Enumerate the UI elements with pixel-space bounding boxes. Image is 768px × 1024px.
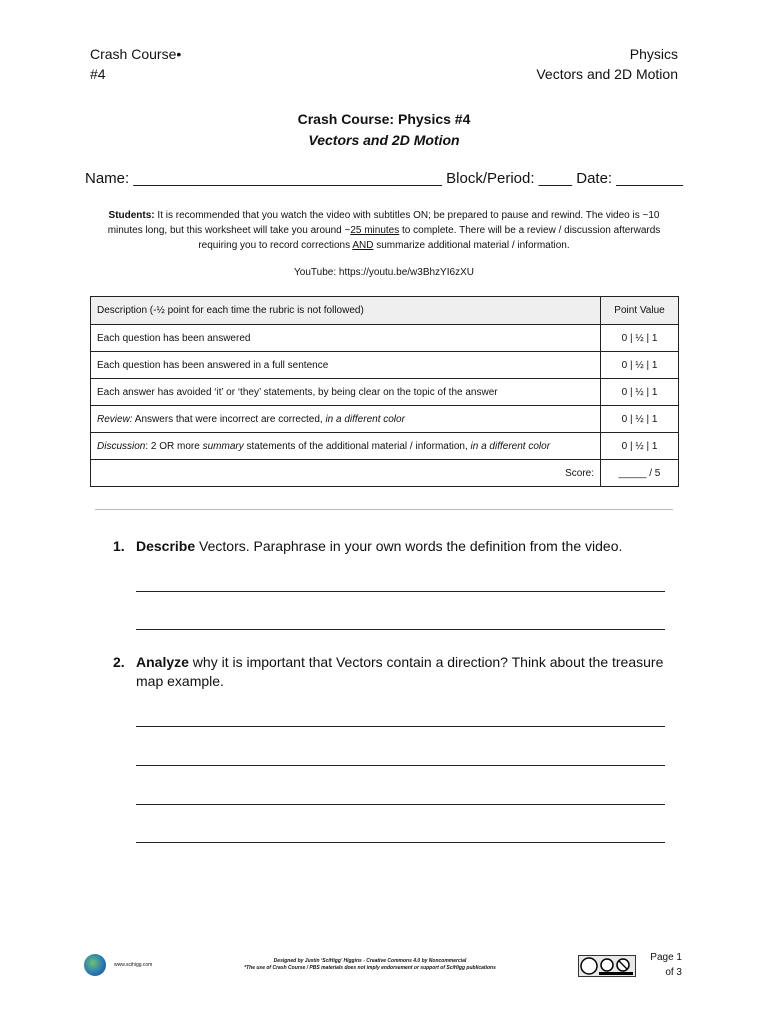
footer-credit-line: Designed by Justin ‘SciHigg’ Higgins - Creative Commons 4.0 by Noncommercial [273, 958, 467, 964]
answer-line[interactable] [136, 842, 665, 843]
page-number [640, 950, 682, 980]
instructions-and: AND [352, 240, 374, 251]
page-subtitle: Vectors and 2D Motion [308, 132, 460, 148]
rubric-score-label: Score: [91, 460, 601, 487]
answer-line[interactable] [136, 726, 665, 727]
scihigg-logo [84, 954, 106, 976]
header-episode: #4 [90, 66, 106, 82]
rubric-discussion-summary: summary [202, 440, 244, 452]
question-prompt: Vectors. Paraphrase in your own words the definition from the video. [195, 538, 623, 554]
rubric-points: 0 | ½ | 1 [601, 379, 679, 406]
rubric-row [91, 433, 679, 460]
question-text [136, 653, 673, 691]
rubric-points: 0 | ½ | 1 [601, 352, 679, 379]
rubric-criterion: Each question has been answered in a full sentence [91, 352, 601, 379]
rubric-criterion: Each answer has avoided ‘it’ or ‘they’ statements, by being clear on the topic of the answer [91, 379, 601, 406]
rubric-criterion [91, 433, 601, 460]
rubric-row [91, 379, 679, 406]
question-1 [113, 537, 673, 556]
header-right [536, 44, 678, 84]
rubric-discussion-text-b: statements of the additional material / information, [243, 440, 471, 452]
answer-line[interactable] [136, 591, 665, 592]
question-number: 1. [113, 538, 125, 554]
footer-credit [210, 958, 530, 972]
rubric-discussion-text-a: : 2 OR more [145, 440, 203, 452]
page-title: Crash Course: Physics #4 [297, 111, 471, 127]
creative-commons-icon [578, 955, 636, 977]
rubric-discussion-label: Discussion [97, 440, 146, 452]
students-label: Students: [108, 210, 155, 221]
rubric-score-row [91, 460, 679, 487]
rubric-criterion: Each question has been answered [91, 325, 601, 352]
rubric-review-text: Answers that were incorrect are corrected, [132, 413, 326, 425]
rubric-row [91, 352, 679, 379]
rubric-review-emphasis: in a different color [325, 413, 405, 425]
rubric-col-description: Description (-½ point for each time the rubric is not followed) [91, 297, 601, 325]
rubric-points: 0 | ½ | 1 [601, 325, 679, 352]
header-topic: Vectors and 2D Motion [536, 66, 678, 82]
rubric-row [91, 325, 679, 352]
rubric-table [90, 296, 679, 487]
instructions-text-b: to complete. There will be a review / discussion afterwards requiring you to record corrections [198, 225, 661, 251]
question-number: 2. [113, 654, 125, 670]
question-prompt: why it is important that Vectors contain a direction? Think about the treasure map example. [136, 654, 664, 689]
student-instructions [90, 208, 678, 253]
instructions-text-a: It is recommended that you watch the video with subtitles ON; be prepared to pause and rewind. The video is ~10 minutes long, but this worksheet will take you around ~ [107, 210, 660, 236]
answer-line[interactable] [136, 765, 665, 766]
footer-disclaimer-line: *The use of Crash Course / PBS materials does not imply endorsement or support of SciHigg publications [244, 965, 496, 971]
youtube-link[interactable]: YouTube: https://youtu.be/w3BhzYI6zXU [294, 267, 474, 278]
answer-line[interactable] [136, 804, 665, 805]
header-subject: Physics [629, 46, 678, 62]
instructions-text-c: summarize additional material / information. [373, 240, 570, 251]
answer-line[interactable] [136, 629, 665, 630]
rubric-score-value: _____ / 5 [601, 460, 679, 487]
rubric-criterion [91, 406, 601, 433]
rubric-review-label: Review: [97, 413, 133, 425]
rubric-header-row [91, 297, 679, 325]
rubric-points: 0 | ½ | 1 [601, 406, 679, 433]
page-number-current: Page 1 [650, 952, 682, 963]
section-divider [95, 509, 673, 510]
footer-url[interactable]: www.scihigg.com [114, 962, 153, 968]
rubric-points: 0 | ½ | 1 [601, 433, 679, 460]
rubric-col-point-value: Point Value [601, 297, 679, 325]
question-2 [113, 653, 673, 691]
instructions-time: 25 minutes [350, 225, 400, 236]
rubric-row [91, 406, 679, 433]
question-text [136, 537, 673, 556]
question-verb: Analyze [136, 654, 189, 670]
rubric-discussion-emphasis: in a different color [470, 440, 551, 452]
student-info-line: Name: _____________________________________ Block/Period: ____ Date: ________ [84, 170, 683, 187]
question-verb: Describe [136, 538, 196, 554]
header-series: Crash Course• [90, 46, 182, 62]
header-left [90, 44, 181, 84]
page-number-total: of 3 [665, 967, 682, 978]
